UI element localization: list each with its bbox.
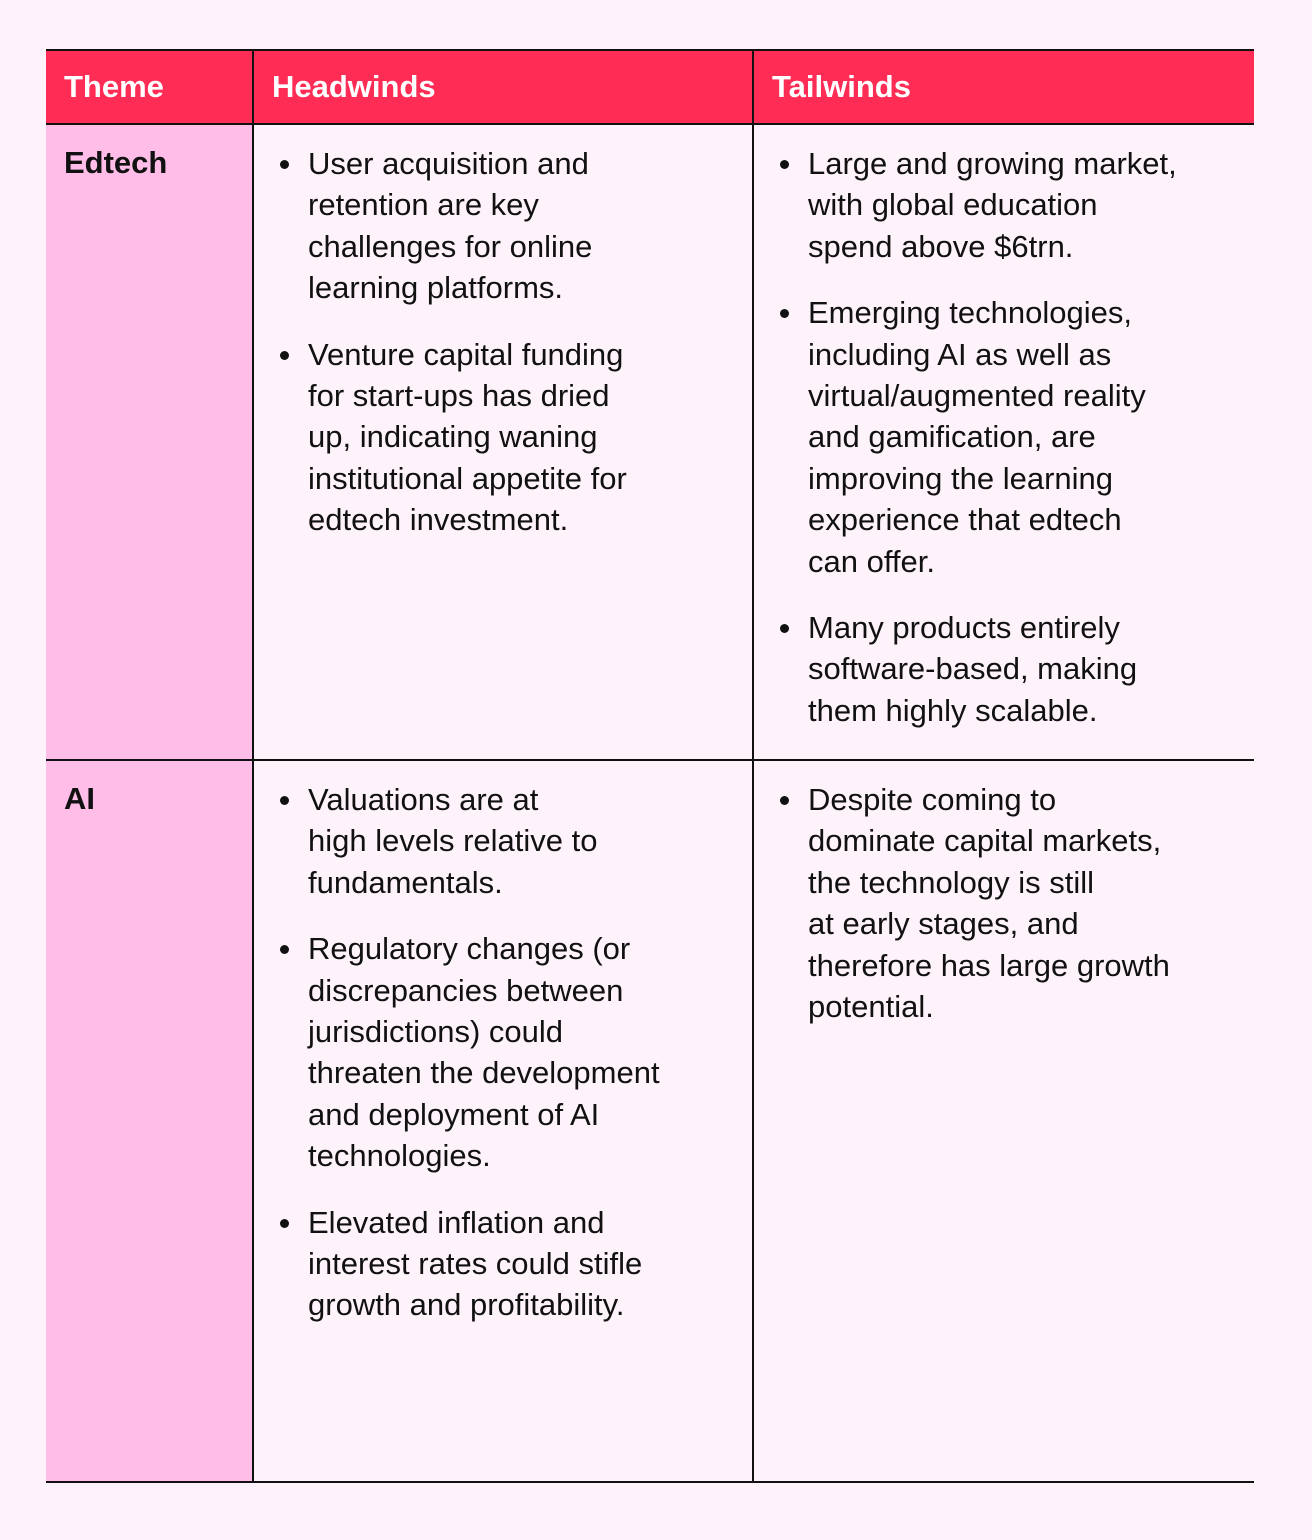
list-item-text: Despite coming to dominate capital markets, the technology is still at early stages, and therefore has large growth potential. xyxy=(808,782,1170,1025)
headwinds-cell xyxy=(253,124,753,760)
headwinds-list xyxy=(276,143,738,541)
table-row-ai xyxy=(46,760,1254,1482)
list-item xyxy=(276,143,738,309)
list-item xyxy=(776,143,1240,267)
bullet-icon xyxy=(780,796,789,805)
table-row-edtech xyxy=(46,124,1254,760)
theme-cell: Edtech xyxy=(46,124,253,760)
list-item xyxy=(776,607,1240,731)
tailwinds-list xyxy=(776,143,1240,731)
list-item xyxy=(276,779,738,903)
bullet-icon xyxy=(280,796,289,805)
bullet-icon xyxy=(280,160,289,169)
bullet-icon xyxy=(780,309,789,318)
bullet-icon xyxy=(780,624,789,633)
list-item-text: Emerging technologies, including AI as well as virtual/augmented reality and gamification, are improving the learning experience that edtech can offer. xyxy=(808,295,1146,579)
bullet-icon xyxy=(780,160,789,169)
list-item-text: Valuations are at high levels relative to fundamentals. xyxy=(308,782,598,900)
header-row xyxy=(46,50,1254,124)
header-theme: Theme xyxy=(46,50,253,124)
tailwinds-list xyxy=(776,779,1240,1027)
list-item-text: Large and growing market, with global education spend above $6trn. xyxy=(808,146,1177,264)
table-header xyxy=(46,50,1254,124)
list-item xyxy=(776,292,1240,582)
headwinds-cell xyxy=(253,760,753,1482)
tailwinds-cell xyxy=(753,760,1254,1482)
list-item-text: Venture capital funding for start-ups has dried up, indicating waning institutional appetite for edtech investment. xyxy=(308,336,627,538)
tailwinds-cell xyxy=(753,124,1254,760)
list-item xyxy=(276,334,738,541)
list-item xyxy=(276,928,738,1176)
list-item xyxy=(776,779,1240,1027)
bullet-icon xyxy=(280,1219,289,1228)
list-item xyxy=(276,1202,738,1326)
list-item-text: Many products entirely software-based, making them highly scalable. xyxy=(808,610,1138,728)
bullet-icon xyxy=(280,945,289,954)
bullet-icon xyxy=(280,351,289,360)
headwinds-list xyxy=(276,779,738,1326)
theme-cell: AI xyxy=(46,760,253,1482)
list-item-text: Regulatory changes (or discrepancies between jurisdictions) could threaten the development and deployment of AI technologies. xyxy=(308,931,660,1174)
header-headwinds: Headwinds xyxy=(253,50,753,124)
list-item-text: User acquisition and retention are key challenges for online learning platforms. xyxy=(308,146,593,306)
headwinds-tailwinds-table xyxy=(46,49,1254,1483)
list-item-text: Elevated inflation and interest rates could stifle growth and profitability. xyxy=(308,1204,643,1323)
header-tailwinds: Tailwinds xyxy=(753,50,1254,124)
